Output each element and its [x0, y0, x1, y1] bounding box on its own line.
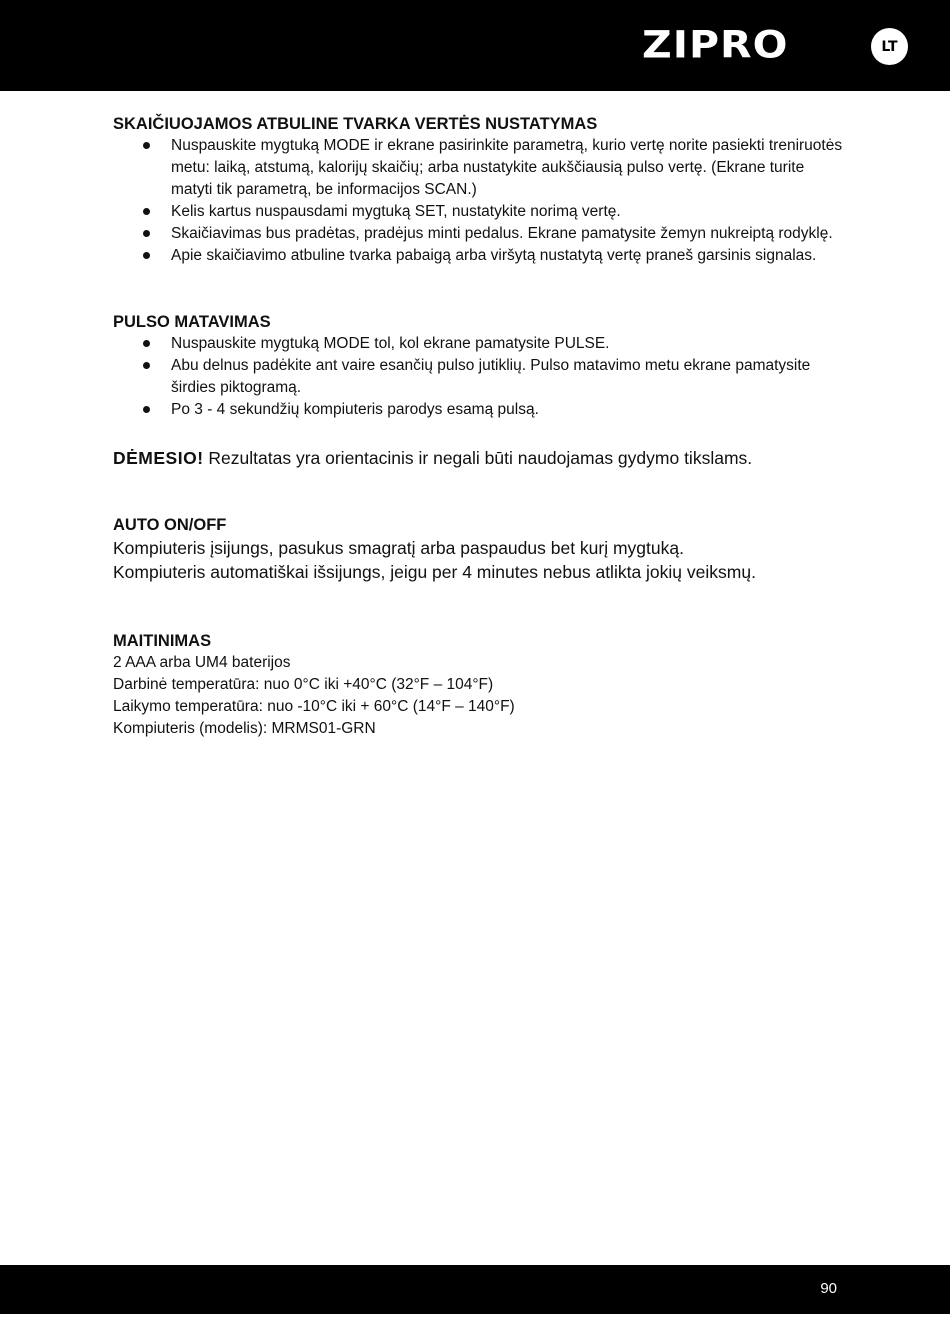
section-title-power: MAITINIMAS	[113, 632, 212, 650]
power-line: Laikymo temperatūra: nuo -10°C iki + 60°C (14°F – 140°F)	[113, 698, 515, 715]
page-content	[113, 113, 843, 740]
page-header	[0, 0, 950, 91]
power-line: Darbinė temperatūra: nuo 0°C iki +40°C (32°F – 104°F)	[113, 676, 494, 693]
list-item: Nuspauskite mygtuką MODE ir ekrane pasirinkite parametrą, kurio vertę norite pasiekti treniruotės metu: laiką, atstumą, kalorijų skaičių; arba nustatykite aukščiausią pulso vertę. (Ekrane turite matyti tik parametrą, be informacijos SCAN.)	[113, 135, 843, 201]
pulse-section	[113, 311, 843, 421]
zipro-logo: ZIPRO	[642, 22, 789, 67]
list-item: Abu delnus padėkite ant vaire esančių pulso jutiklių. Pulso matavimo metu ekrane pamatysite širdies piktogramą.	[113, 355, 843, 399]
list-item: Po 3 - 4 sekundžių kompiuteris parodys esamą pulsą.	[113, 399, 843, 421]
list-item: Kelis kartus nuspausdami mygtuką SET, nustatykite norimą vertę.	[113, 201, 843, 223]
page-footer	[0, 1265, 950, 1314]
countdown-steps	[113, 135, 843, 267]
language-badge: LT	[871, 28, 908, 65]
warning-text: Rezultatas yra orientacinis ir negali būti naudojamas gydymo tikslams.	[203, 448, 753, 468]
warning-note	[113, 446, 843, 470]
section-title-auto: AUTO ON/OFF	[113, 516, 227, 534]
section-title-pulse: PULSO MATAVIMAS	[113, 313, 271, 331]
list-item: Apie skaičiavimo atbuline tvarka pabaigą arba viršytą nustatytą vertę praneš garsinis signalas.	[113, 245, 843, 267]
section-title-countdown: SKAIČIUOJAMOS ATBULINE TVARKA VERTĖS NUSTATYMAS	[113, 115, 598, 133]
power-section	[113, 630, 843, 740]
list-item: Nuspauskite mygtuką MODE tol, kol ekrane pamatysite PULSE.	[113, 333, 843, 355]
auto-line: Kompiuteris įsijungs, pasukus smagratį arba paspaudus bet kurį mygtuką.	[113, 538, 684, 558]
power-line: Kompiuteris (modelis): MRMS01-GRN	[113, 720, 376, 737]
power-line: 2 AAA arba UM4 baterijos	[113, 654, 291, 671]
warning-label: DĖMESIO!	[113, 448, 204, 468]
page-number: 90	[820, 1280, 837, 1297]
countdown-section	[113, 113, 843, 267]
auto-line: Kompiuteris automatiškai išsijungs, jeigu per 4 minutes nebus atlikta jokių veiksmų.	[113, 562, 756, 582]
pulse-steps	[113, 333, 843, 421]
auto-section	[113, 514, 843, 584]
list-item: Skaičiavimas bus pradėtas, pradėjus minti pedalus. Ekrane pamatysite žemyn nukreiptą rodyklę.	[113, 223, 843, 245]
